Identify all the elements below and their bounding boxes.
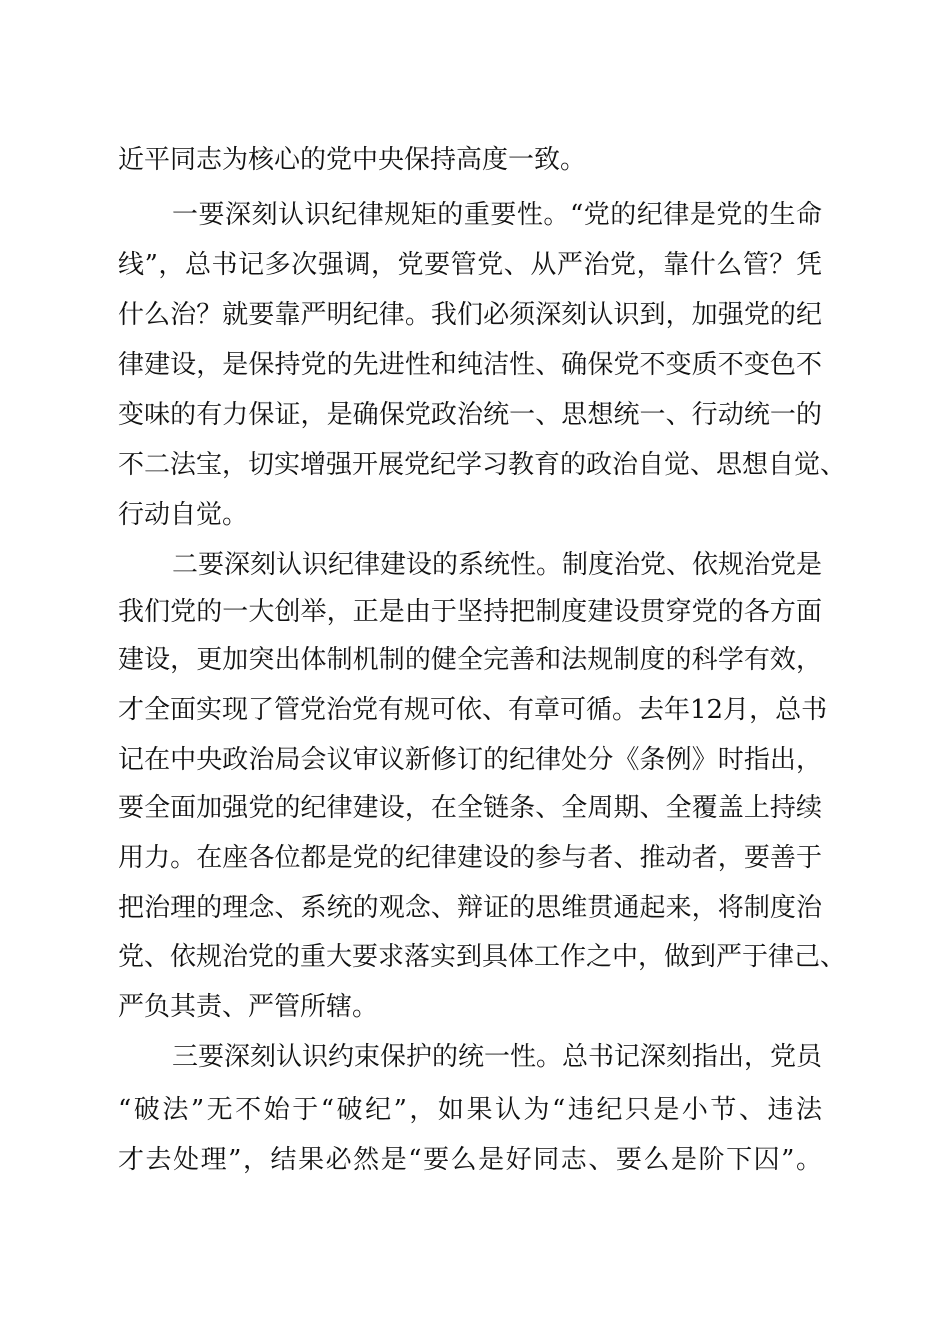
paragraph-1-start: 一要深刻认识纪律规矩的重要性。“党的纪律是党的生命 [172, 200, 822, 230]
text-line: 才去处理”，结果必然是“要么是好同志、要么是阶下囚”。 [118, 1145, 822, 1175]
text-line: 线”，总书记多次强调，党要管党、从严治党，靠什么管？凭 [118, 250, 822, 280]
paragraph-2-start: 二要深刻认识纪律建设的系统性。制度治党、依规治党是 [172, 550, 823, 580]
paragraph-3-start: 三要深刻认识约束保护的统一性。总书记深刻指出，党员 [172, 1042, 823, 1072]
text-line: 变味的有力保证，是确保党政治统一、思想统一、行动统一的 [118, 400, 822, 430]
text-line: 严负其责、严管所辖。 [118, 992, 379, 1022]
text-line: 记在中央政治局会议审议新修订的纪律处分《条例》时指出， [118, 745, 822, 775]
text-line: 我们党的一大创举，正是由于坚持把制度建设贯穿党的各方面 [118, 597, 822, 627]
text-line: 才全面实现了管党治党有规可依、有章可循。去年12月，总书 [118, 695, 828, 725]
text-line: 要全面加强党的纪律建设，在全链条、全周期、全覆盖上持续 [118, 793, 822, 823]
text-line: 党、依规治党的重大要求落实到具体工作之中，做到严于律己、 [118, 942, 847, 972]
text-line: 什么治？就要靠严明纪律。我们必须深刻认识到，加强党的纪 [118, 300, 822, 330]
text-line: 建设，更加突出体制机制的健全完善和法规制度的科学有效， [118, 645, 822, 675]
text-line: “破法”无不始于“破纪”，如果认为“违纪只是小节、违法 [118, 1095, 822, 1125]
text-line: 用力。在座各位都是党的纪律建设的参与者、推动者，要善于 [118, 843, 822, 873]
text-line: 近平同志为核心的党中央保持高度一致。 [118, 145, 587, 175]
text-line: 行动自觉。 [118, 500, 249, 530]
text-line: 把治理的理念、系统的观念、辩证的思维贯通起来，将制度治 [118, 893, 822, 923]
text-line: 律建设，是保持党的先进性和纯洁性、确保党不变质不变色不 [118, 350, 822, 380]
text-line: 不二法宝，切实增强开展党纪学习教育的政治自觉、思想自觉、 [118, 450, 847, 480]
